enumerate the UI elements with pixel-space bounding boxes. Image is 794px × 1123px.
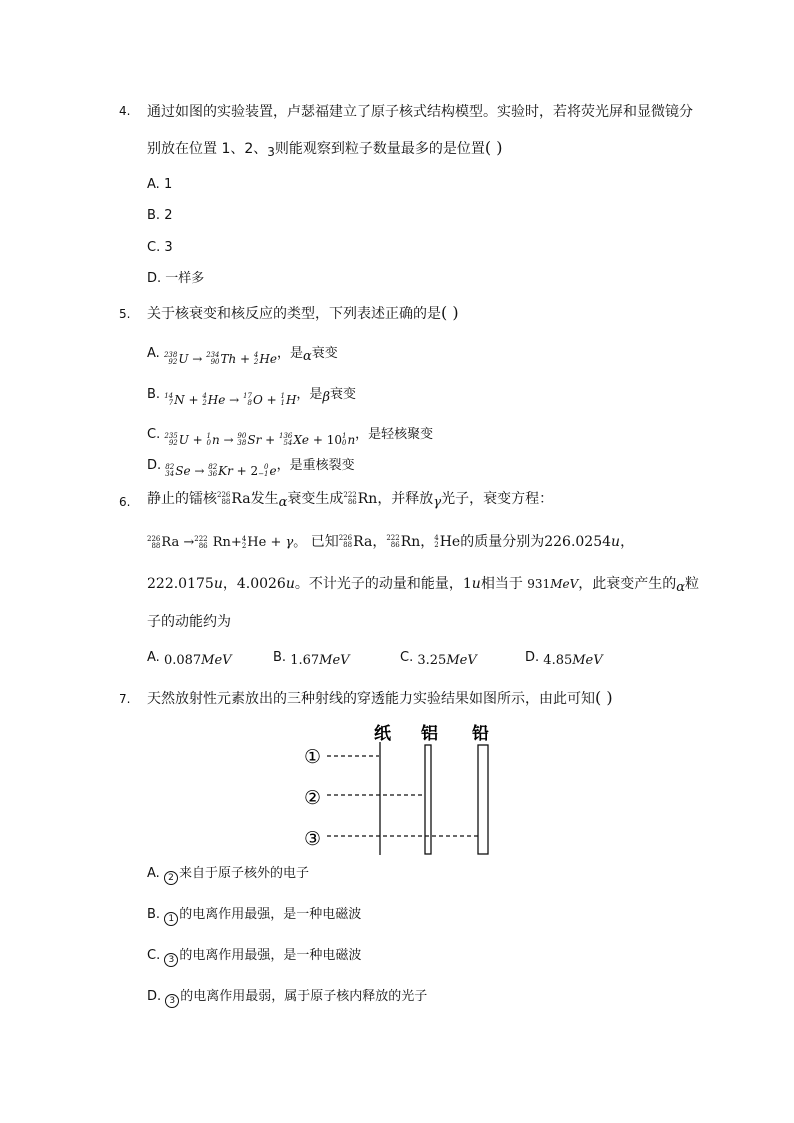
q7-number: 7.: [119, 692, 131, 706]
label-paper: 纸: [374, 724, 391, 744]
q6-stem-line3: 222.0175u，4.0026u。不计光子的动量和能量，1u相当于 931MeV，此衰变产生的α粒: [147, 576, 700, 595]
equation-b: 14 7 N + 4 2 He → 17 8 O + 1 1 H: [164, 392, 297, 407]
circled-number: 1: [164, 912, 178, 926]
ray-3-label: ③: [304, 828, 322, 850]
q5-number: 5.: [119, 307, 131, 321]
q6-option-c[interactable]: C. 3.25MeV: [400, 650, 477, 668]
q6-stem-line4: 子的动能约为: [147, 614, 231, 630]
q4-option-b[interactable]: B. 2: [147, 208, 173, 223]
equation-a: 238 92 U → 234 90 Th + 4 2 He: [163, 351, 277, 366]
q4-option-c[interactable]: C. 3: [147, 240, 173, 255]
q7-option-a[interactable]: A. 2 来自于原子核外的电子: [147, 866, 309, 883]
q6-option-b[interactable]: B. 1.67MeV: [273, 650, 350, 668]
q6-option-a[interactable]: A. 0.087MeV: [147, 650, 232, 668]
equation-c: 235 92 U + 1 0 n → 90 38 Sr + 136 54 Xe + 10 1 0 n: [164, 432, 356, 447]
label-aluminum: 铝: [421, 724, 438, 744]
equation-d: 82 34 Se → 82 36 Kr + 2 0 −1 e: [165, 463, 277, 478]
q4-option-d[interactable]: D. 一样多: [147, 271, 205, 286]
q6-option-d[interactable]: D. 4.85MeV: [525, 650, 603, 668]
circled-number: 2: [164, 871, 178, 885]
circled-number: 3: [165, 994, 179, 1008]
q5-option-d[interactable]: D. 82 34 Se → 82 36 Kr + 2 0 −1 e，是重核裂变: [147, 456, 355, 481]
lead-plate: [478, 745, 488, 854]
q5-stem: 关于核衰变和核反应的类型，下列表述正确的是( ): [147, 303, 459, 322]
q7-stem: 天然放射性元素放出的三种射线的穿透能力实验结果如图所示，由此可知( ): [147, 688, 613, 707]
ray-1-label: ①: [304, 746, 322, 768]
q4-stem-line1: 通过如图的实验装置，卢瑟福建立了原子核式结构模型。实验时，若将荧光屏和显微镜分: [147, 104, 693, 120]
aluminum-plate: [425, 745, 431, 854]
circled-number: 3: [164, 953, 178, 967]
q7-option-c[interactable]: C. 3 的电离作用最强，是一种电磁波: [147, 948, 362, 965]
ray-2-label: ②: [304, 787, 322, 809]
q4-option-a[interactable]: A. 1: [147, 177, 173, 192]
penetration-figure: [0, 715, 794, 865]
q5-option-c[interactable]: C. 235 92 U + 1 0 n → 90 38 Sr + 136 54 Xe + 10 1 0 n，是轻核聚变: [147, 425, 433, 450]
q7-option-d[interactable]: D. 3 的电离作用最弱，属于原子核内释放的光子: [147, 989, 428, 1006]
q5-option-a[interactable]: A. 238 92 U → 234 90 Th + 4 2 He，是α衰变: [147, 344, 338, 369]
q4-number: 4.: [119, 104, 131, 118]
q7-option-b[interactable]: B. 1 的电离作用最强，是一种电磁波: [147, 907, 362, 924]
q6-stem-line1: 静止的镭核 226 88 Ra发生α衰变生成 222 86 Rn，并释放γ光子，衰变方程：: [147, 491, 554, 510]
q4-stem-line2: 别放在位置 1、2、3则能观察到粒子数量最多的是位置( ): [147, 138, 503, 159]
label-lead: 铅: [472, 724, 489, 744]
q5-option-b[interactable]: B. 14 7 N + 4 2 He → 17 8 O + 1 1 H，是β衰变: [147, 385, 356, 410]
q6-number: 6.: [119, 495, 131, 509]
q6-stem-line2: 226 88 Ra → 222 86 Rn+ 4 2 He + γ。 已知 226 88 Ra， 222 86 Rn， 4 2 He的质量分别为226.0254u，: [147, 534, 635, 550]
